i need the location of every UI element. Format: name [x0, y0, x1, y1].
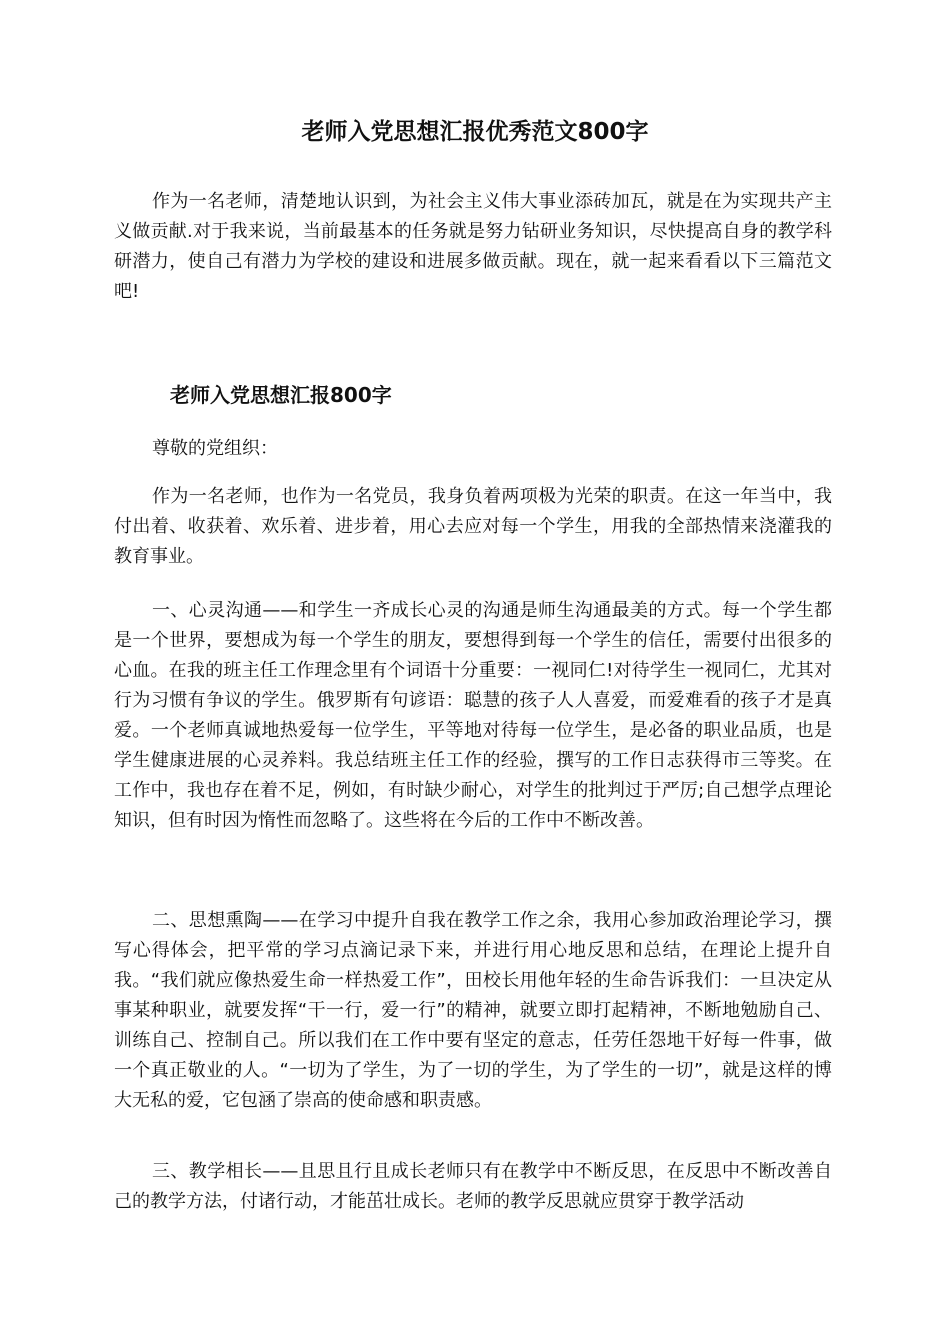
body-paragraph-1: 作为一名老师，也作为一名党员，我身负着两项极为光荣的职责。在这一年当中，我付出着、收获着、欢乐着、进步着，用心去应对每一个学生，用我的全部热情来浇灌我的教育事业。: [114, 486, 832, 567]
body-paragraph-2: 一、心灵沟通——和学生一齐成长心灵的沟通是师生沟通最美的方式。每一个学生都是一个世界，要想成为每一个学生的朋友，要想得到每一个学生的信任，需要付出很多的心血。在我的班主任工作理念里有个词语十分重要：一视同仁!对待学生一视同仁，尤其对行为习惯有争议的学生。俄罗斯有句谚语：聪慧的孩子人人喜爱，而爱难看的孩子才是真爱。一个老师真诚地热爱每一位学生，平等地对待每一位学生，是必备的职业品质，也是学生健康进展的心灵养料。我总结班主任工作的经验，撰写的工作日志获得市三等奖。在工作中，我也存在着不足，例如，有时缺少耐心，对学生的批判过于严厉;自己想学点理论知识，但有时因为惰性而忽略了。这些将在今后的工作中不断改善。: [114, 600, 832, 831]
body-paragraph-4: 三、教学相长——且思且行且成长老师只有在教学中不断反思，在反思中不断改善自己的教学方法，付诸行动，才能茁壮成长。老师的教学反思就应贯穿于教学活动: [114, 1161, 832, 1212]
intro-paragraph: 作为一名老师，清楚地认识到，为社会主义伟大事业添砖加瓦，就是在为实现共产主义做贡献.对于我来说，当前最基本的任务就是努力钻研业务知识，尽快提高自身的教学科研潜力，使自己有潜力为学校的建设和进展多做贡献。现在，就一起来看看以下三篇范文吧!: [114, 191, 832, 302]
salutation: 尊敬的党组织：: [152, 438, 278, 459]
section-heading: 老师入党思想汇报800字: [170, 383, 392, 407]
body-paragraph-3: 二、思想熏陶——在学习中提升自我在教学工作之余，我用心参加政治理论学习，撰写心得体会，把平常的学习点滴记录下来，并进行用心地反思和总结，在理论上提升自我。“我们就应像热爱生命一样热爱工作”，田校长用他年轻的生命告诉我们：一旦决定从事某种职业，就要发挥“干一行，爱一行”的精神，就要立即打起精神，不断地勉励自己、训练自己、控制自己。所以我们在工作中要有坚定的意志，任劳任怨地干好每一件事，做一个真正敬业的人。“一切为了学生，为了一切的学生，为了学生的一切”，就是这样的博大无私的爱，它包涵了崇高的使命感和职责感。: [114, 910, 832, 1111]
document-title: 老师入党思想汇报优秀范文800字: [301, 119, 649, 145]
